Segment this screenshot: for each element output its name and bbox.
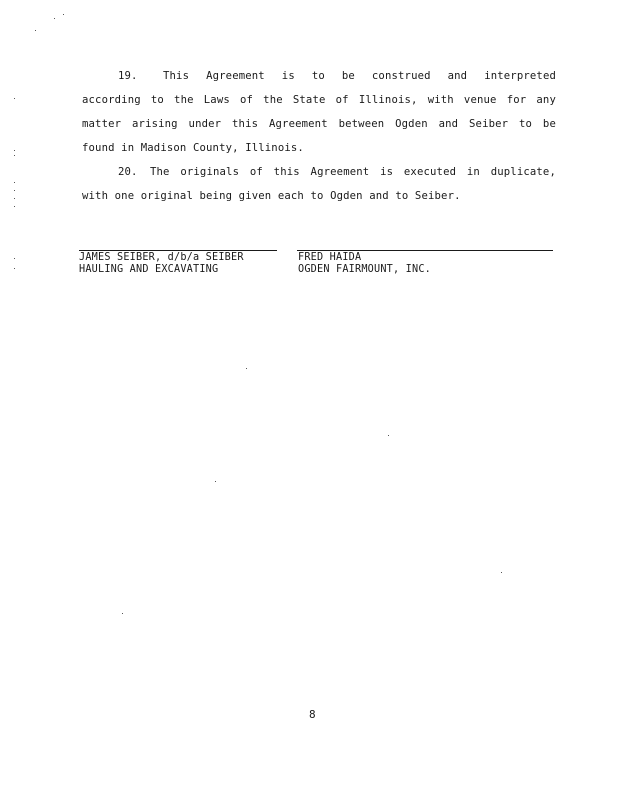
signature-line-left xyxy=(79,250,277,251)
scan-speck xyxy=(122,613,123,614)
scan-speck xyxy=(501,572,502,573)
scan-speck xyxy=(14,206,15,207)
scan-speck xyxy=(215,481,216,482)
scan-speck xyxy=(14,198,15,199)
paragraph-number: 19. xyxy=(118,70,138,82)
paragraph-line: The originals of this Agreement is executed in duplicate, xyxy=(150,166,556,178)
scan-speck xyxy=(54,18,55,19)
scan-speck xyxy=(14,268,15,269)
scan-speck xyxy=(388,435,389,436)
paragraph-number: 20. xyxy=(118,166,138,178)
paragraph-line: according to the Laws of the State of Illinois, with venue for any xyxy=(82,94,556,106)
paragraph-line: found in Madison County, Illinois. xyxy=(82,142,304,154)
page-number: 8 xyxy=(309,708,316,721)
scan-speck xyxy=(35,30,36,31)
signatory-left-company: HAULING AND EXCAVATING xyxy=(79,264,219,275)
scan-speck xyxy=(14,155,15,156)
paragraph-line: This Agreement is to be construed and interpreted xyxy=(163,70,556,82)
scan-speck xyxy=(14,182,15,183)
scan-speck xyxy=(246,368,247,369)
signatory-right-name: FRED HAIDA xyxy=(298,252,362,263)
paragraph-line: with one original being given each to Ogden and to Seiber. xyxy=(82,190,461,202)
scan-speck xyxy=(14,258,15,259)
scan-speck xyxy=(63,14,64,15)
scan-speck xyxy=(14,98,15,99)
signatory-right-company: OGDEN FAIRMOUNT, INC. xyxy=(298,264,432,275)
signatory-left-name: JAMES SEIBER, d/b/a SEIBER xyxy=(79,252,244,263)
scan-speck xyxy=(14,190,15,191)
scan-speck xyxy=(14,150,15,151)
paragraph-line: matter arising under this Agreement between Ogden and Seiber to be xyxy=(82,118,556,130)
signature-line-right xyxy=(297,250,553,251)
